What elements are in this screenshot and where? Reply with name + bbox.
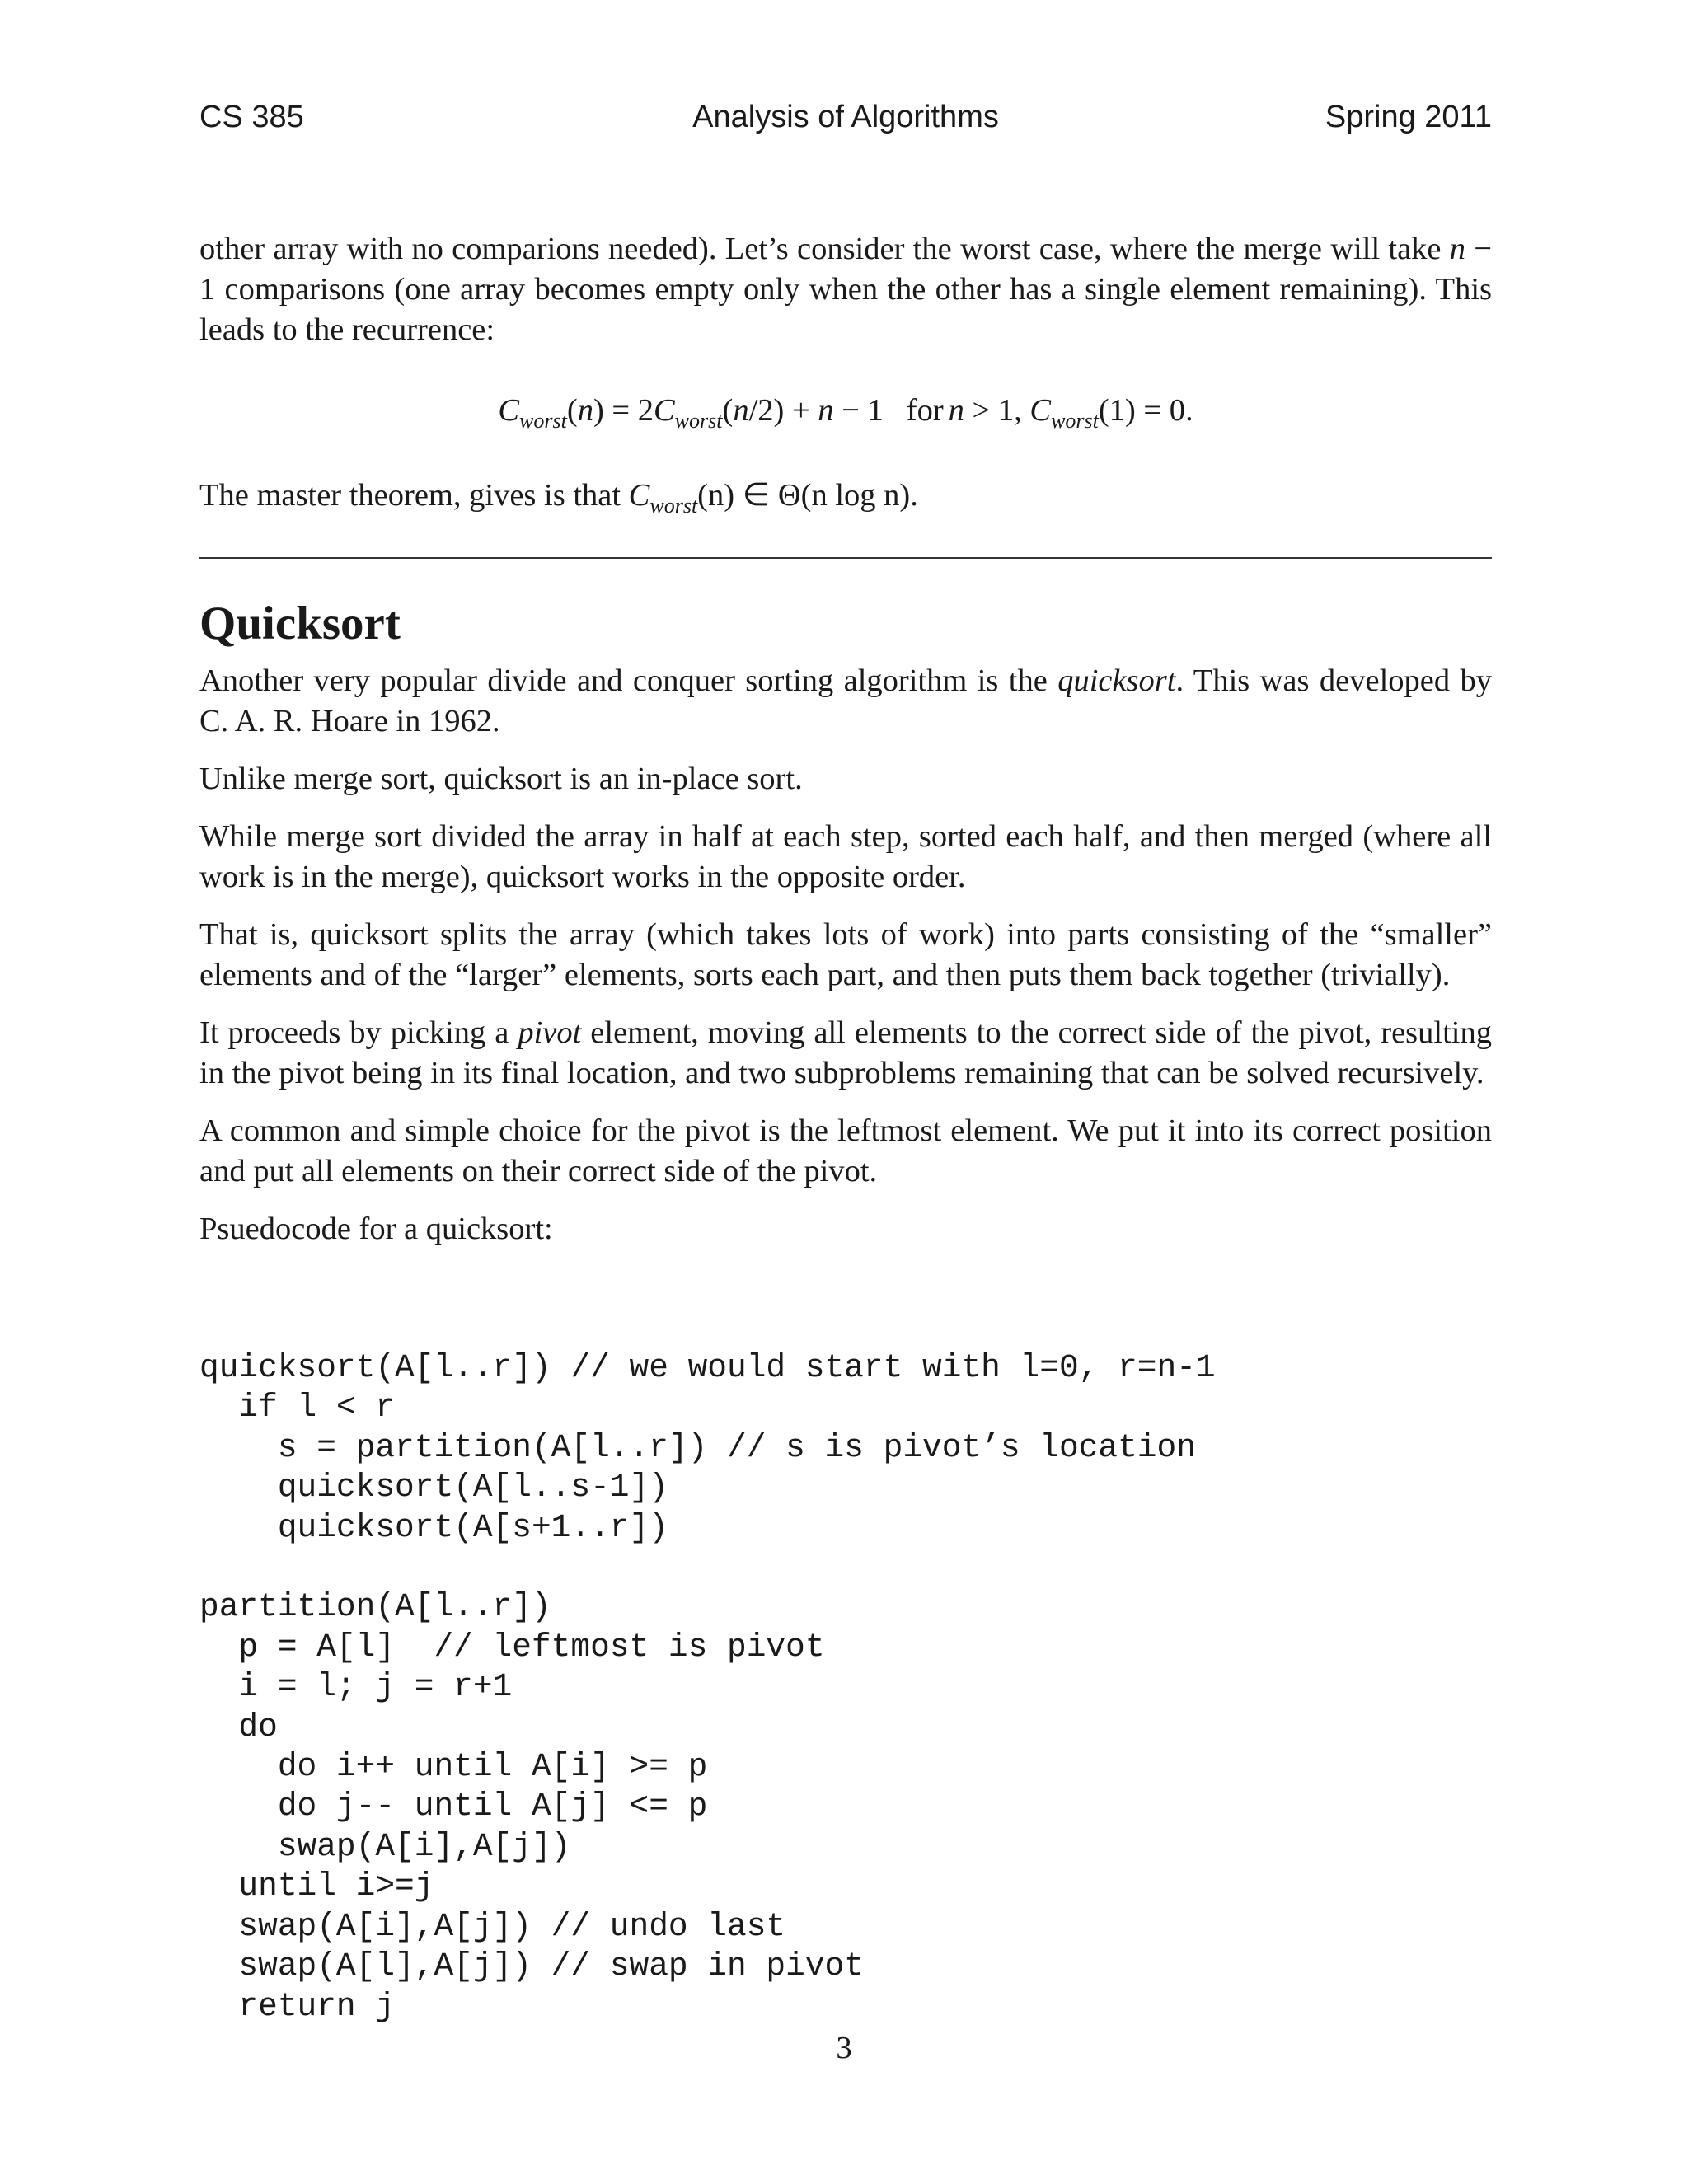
pseudocode-block: quicksort(A[l..r]) // we would start with l=0, r=n-1 if l < r s = partition(A[l..r]) // s is pivot’s location quicksort(A[l..s-1]) quicksort(A[s+1..r]) partition(A[l..r]) p = A[l] // leftmost is pivot i = l; j = r+1 do do i++ until A[i] >= p do j-- until A[j] <= p swap(A[i],A[j]) until i>=j swap(A[i],A[j]) // undo last swap(A[l],A[j]) // swap in pivot return j bbox=[199, 1349, 1216, 2025]
intro-paragraph bbox=[199, 229, 1492, 350]
pivot-term: pivot bbox=[518, 1015, 582, 1050]
quicksort-paragraph-1: Another very popular divide and conquer sorting algorithm is the quicksort. This was developed by C. A. R. Hoare in 1962. bbox=[199, 663, 1492, 738]
quicksort-paragraph-3: While merge sort divided the array in half at each step, sorted each half, and then merged (where all work is in the merge), quicksort works in the opposite order. bbox=[199, 819, 1492, 894]
document-body bbox=[199, 229, 1492, 1249]
page-header bbox=[199, 92, 1492, 142]
quicksort-paragraph-6: A common and simple choice for the pivot is the leftmost element. We put it into its correct position and put all elements on their correct side of the pivot. bbox=[199, 1113, 1492, 1188]
intro-text-b: − 1 comparisons (one array becomes empty only when the other has a single element remaining). This leads to the recurrence: bbox=[199, 232, 1493, 347]
quicksort-paragraph-5: It proceeds by picking a pivot element, moving all elements to the correct side of the pivot, resulting in the pivot being in its final location, and two subproblems remaining that can be solved recursively. bbox=[199, 1015, 1492, 1090]
section-divider bbox=[199, 557, 1492, 559]
term: Spring 2011 bbox=[1325, 100, 1492, 134]
intro-text-a: other array with no comparions needed). Let’s consider the worst case, where the merge will take bbox=[199, 232, 1450, 266]
intro-var-n: n bbox=[1449, 232, 1466, 266]
equation-for-word: for bbox=[906, 393, 944, 428]
page-number: 3 bbox=[836, 2031, 852, 2065]
pseudocode-intro: Psuedocode for a quicksort: bbox=[199, 1212, 553, 1246]
master-theorem-paragraph: The master theorem, gives is that $C_{worst}(n)$ ∈ Θ(n log n). bbox=[199, 478, 918, 518]
course-title: Analysis of Algorithms bbox=[692, 100, 999, 134]
section-title: Quicksort bbox=[199, 598, 401, 649]
course-code: CS 385 bbox=[199, 100, 304, 134]
recurrence-equation: $C_{worst}(n) = 2C_{worst}(n/2) + n - 1$ for n > 1, $C_{worst}(1) = 0$. bbox=[498, 393, 1193, 433]
quicksort-paragraph-2: Unlike merge sort, quicksort is an in-place sort. bbox=[199, 762, 803, 796]
quicksort-paragraph-4: That is, quicksort splits the array (which takes lots of work) into parts consisting of the “smaller” elements and of the “larger” elements, sorts each part, and then puts them back together (trivially). bbox=[199, 917, 1492, 992]
quicksort-term: quicksort bbox=[1057, 663, 1176, 698]
